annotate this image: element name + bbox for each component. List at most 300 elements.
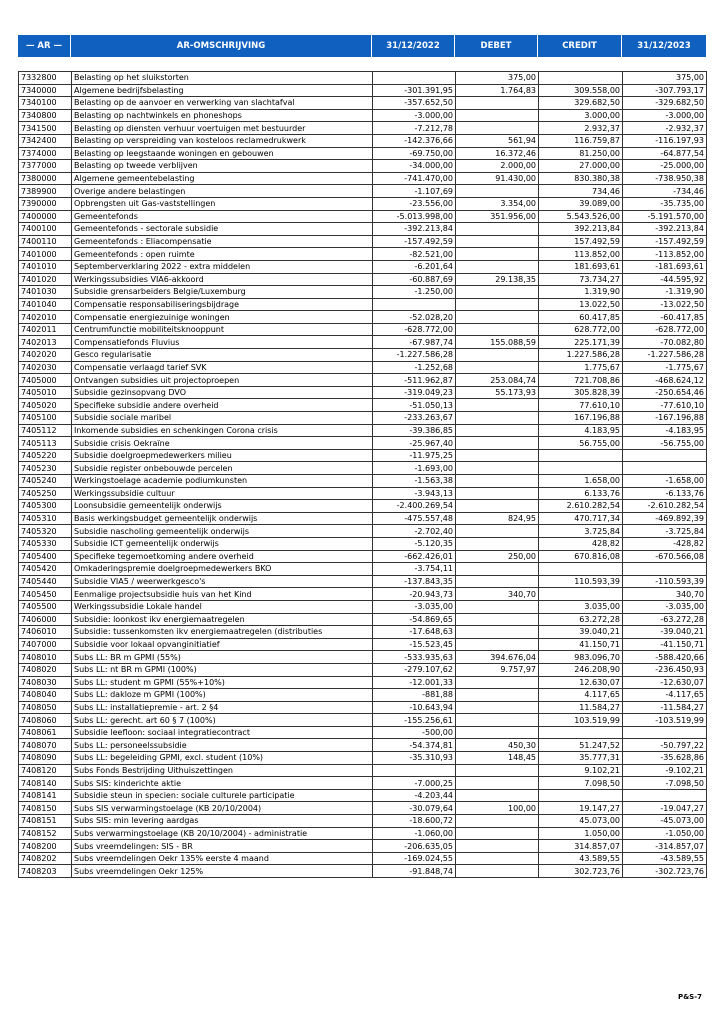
cell-debet: 340,70 xyxy=(456,588,539,601)
cell-balance-2023: -2.610.282,54 xyxy=(623,500,707,513)
table-row xyxy=(19,689,707,702)
cell-balance-2023: -103.519,99 xyxy=(623,714,707,727)
table-row xyxy=(19,512,707,525)
cell-balance-2022: -1.563,38 xyxy=(373,475,456,488)
cell-description: Subs LL: dakloze m GPMI (100%) xyxy=(72,689,373,702)
cell-credit xyxy=(539,563,623,576)
cell-ar-code: 7389900 xyxy=(19,185,72,198)
cell-credit xyxy=(539,726,623,739)
cell-credit: 27.000,00 xyxy=(539,160,623,173)
table-row xyxy=(19,802,707,815)
cell-description: Subs vreemdelingen Oekr 125% xyxy=(72,865,373,878)
cell-balance-2022: -60.887,69 xyxy=(373,273,456,286)
cell-balance-2023: -5.191.570,00 xyxy=(623,210,707,223)
cell-ar-code: 7405100 xyxy=(19,412,72,425)
cell-description: Subsidie nascholing gemeentelijk onderwijs xyxy=(72,525,373,538)
cell-balance-2023: -628.772,00 xyxy=(623,323,707,336)
table-row xyxy=(19,701,707,714)
cell-credit: 830.380,38 xyxy=(539,172,623,185)
cell-credit: 1.050,00 xyxy=(539,827,623,840)
cell-balance-2022: -301.391,95 xyxy=(373,84,456,97)
cell-credit: 63.272,28 xyxy=(539,613,623,626)
cell-ar-code: 7405230 xyxy=(19,462,72,475)
table-row xyxy=(19,185,707,198)
cell-debet xyxy=(456,575,539,588)
cell-ar-code: 7408061 xyxy=(19,726,72,739)
cell-ar-code: 7402011 xyxy=(19,323,72,336)
cell-credit: 392.213,84 xyxy=(539,223,623,236)
cell-description: Subs verwarmingstoelage (KB 20/10/2004) - administratie xyxy=(72,827,373,840)
table-row xyxy=(19,374,707,387)
cell-description: Subsidie VIA5 / weerwerkgesco's xyxy=(72,575,373,588)
cell-credit: 305.828,39 xyxy=(539,386,623,399)
cell-debet: 148,45 xyxy=(456,752,539,765)
cell-description: Compensatie responsabiliseringsbijdrage xyxy=(72,298,373,311)
table-row xyxy=(19,537,707,550)
cell-credit xyxy=(539,462,623,475)
cell-ar-code: 7401020 xyxy=(19,273,72,286)
cell-debet: 3.354,00 xyxy=(456,197,539,210)
table-row xyxy=(19,109,707,122)
cell-credit: 116.759,87 xyxy=(539,134,623,147)
cell-debet xyxy=(456,840,539,853)
cell-credit: 983.096,70 xyxy=(539,651,623,664)
cell-balance-2023: -70.082,80 xyxy=(623,336,707,349)
cell-debet xyxy=(456,437,539,450)
cell-description: Belasting op diensten verhuur voertuigen met bestuurder xyxy=(72,122,373,135)
cell-debet xyxy=(456,323,539,336)
table-row xyxy=(19,638,707,651)
cell-balance-2022 xyxy=(373,764,456,777)
cell-ar-code: 7408203 xyxy=(19,865,72,878)
cell-debet xyxy=(456,399,539,412)
cell-debet xyxy=(456,311,539,324)
cell-ar-code: 7405112 xyxy=(19,424,72,437)
cell-description: Gesco regularisatie xyxy=(72,349,373,362)
cell-balance-2022: -881,88 xyxy=(373,689,456,702)
table-row xyxy=(19,235,707,248)
cell-balance-2023: -9.102,21 xyxy=(623,764,707,777)
cell-credit: 721.708,86 xyxy=(539,374,623,387)
cell-debet xyxy=(456,487,539,500)
cell-credit: 246.208,90 xyxy=(539,663,623,676)
cell-balance-2022: -54.869,65 xyxy=(373,613,456,626)
table-row xyxy=(19,777,707,790)
cell-debet xyxy=(456,789,539,802)
cell-ar-code: 7408050 xyxy=(19,701,72,714)
cell-ar-code: 7340100 xyxy=(19,97,72,110)
cell-ar-code: 7408152 xyxy=(19,827,72,840)
cell-debet: 450,30 xyxy=(456,739,539,752)
cell-description: Werkingssubsidie cultuur xyxy=(72,487,373,500)
cell-ar-code: 7406000 xyxy=(19,613,72,626)
cell-debet: 29.138,35 xyxy=(456,273,539,286)
cell-balance-2023: -63.272,28 xyxy=(623,613,707,626)
cell-debet: 351.956,00 xyxy=(456,210,539,223)
table-row xyxy=(19,815,707,828)
cell-credit: 167.196,88 xyxy=(539,412,623,425)
cell-debet xyxy=(456,852,539,865)
cell-balance-2023: -6.133,76 xyxy=(623,487,707,500)
cell-debet: 394.676,04 xyxy=(456,651,539,664)
cell-debet: 2.000,00 xyxy=(456,160,539,173)
cell-balance-2022: -23.556,00 xyxy=(373,197,456,210)
cell-ar-code: 7400100 xyxy=(19,223,72,236)
cell-ar-code: 7405220 xyxy=(19,449,72,462)
cell-ar-code: 7405250 xyxy=(19,487,72,500)
cell-credit: 19.147,27 xyxy=(539,802,623,815)
cell-ar-code: 7407000 xyxy=(19,638,72,651)
cell-ar-code: 7408030 xyxy=(19,676,72,689)
table-row xyxy=(19,563,707,576)
cell-balance-2023: -468.624,12 xyxy=(623,374,707,387)
cell-balance-2022: -17.648,63 xyxy=(373,626,456,639)
cell-balance-2023: -588.420,66 xyxy=(623,651,707,664)
header-date-2023: 31/12/2023 xyxy=(622,35,706,57)
table-row xyxy=(19,286,707,299)
cell-debet: 91.430,00 xyxy=(456,172,539,185)
cell-balance-2023: -181.693,61 xyxy=(623,260,707,273)
cell-balance-2023: -35.735,00 xyxy=(623,197,707,210)
cell-balance-2022: -35.310,93 xyxy=(373,752,456,765)
table-row xyxy=(19,840,707,853)
header-date-2022: 31/12/2022 xyxy=(372,35,455,57)
cell-ar-code: 7401010 xyxy=(19,260,72,273)
table-row xyxy=(19,72,707,85)
cell-description: Eenmalige projectsubsidie huis van het Kind xyxy=(72,588,373,601)
cell-description: Specifieke tegemoetkoming andere overheid xyxy=(72,550,373,563)
cell-debet xyxy=(456,600,539,613)
accounts-table xyxy=(18,71,707,878)
cell-debet xyxy=(456,248,539,261)
cell-credit: 6.133,76 xyxy=(539,487,623,500)
cell-balance-2022: -18.600,72 xyxy=(373,815,456,828)
cell-balance-2023: -11.584,27 xyxy=(623,701,707,714)
cell-debet xyxy=(456,726,539,739)
cell-credit: 81.250,00 xyxy=(539,147,623,160)
cell-description: Belasting op nachtwinkels en phoneshops xyxy=(72,109,373,122)
cell-balance-2022: -5.013.998,00 xyxy=(373,210,456,223)
cell-debet xyxy=(456,223,539,236)
cell-balance-2023: -116.197,93 xyxy=(623,134,707,147)
cell-debet xyxy=(456,777,539,790)
cell-balance-2022: -628.772,00 xyxy=(373,323,456,336)
cell-debet: 16.372,46 xyxy=(456,147,539,160)
cell-balance-2023: -1.658,00 xyxy=(623,475,707,488)
cell-ar-code: 7408140 xyxy=(19,777,72,790)
cell-ar-code: 7405500 xyxy=(19,600,72,613)
cell-balance-2022: -741.470,00 xyxy=(373,172,456,185)
cell-balance-2023: -236.450,93 xyxy=(623,663,707,676)
cell-description: Gemeentefonds xyxy=(72,210,373,223)
cell-debet: 824,95 xyxy=(456,512,539,525)
cell-balance-2022: -52.028,20 xyxy=(373,311,456,324)
cell-balance-2023: -307.793,17 xyxy=(623,84,707,97)
table-row xyxy=(19,600,707,613)
cell-credit: 225.171,39 xyxy=(539,336,623,349)
cell-balance-2023 xyxy=(623,449,707,462)
cell-credit: 734,46 xyxy=(539,185,623,198)
cell-ar-code: 7405420 xyxy=(19,563,72,576)
table-row xyxy=(19,663,707,676)
cell-balance-2023: -1.775,67 xyxy=(623,361,707,374)
cell-credit: 110.593,39 xyxy=(539,575,623,588)
cell-balance-2022: -1.250,00 xyxy=(373,286,456,299)
cell-ar-code: 7408010 xyxy=(19,651,72,664)
cell-description: Algemene bedrijfsbelasting xyxy=(72,84,373,97)
cell-credit: 51.247,52 xyxy=(539,739,623,752)
cell-description: Subsidie register onbebouwde percelen xyxy=(72,462,373,475)
cell-debet xyxy=(456,109,539,122)
cell-debet xyxy=(456,689,539,702)
cell-credit: 1.319,90 xyxy=(539,286,623,299)
cell-balance-2022: -662.426,01 xyxy=(373,550,456,563)
cell-description: Werkingstoelage academie podiumkunsten xyxy=(72,475,373,488)
cell-debet xyxy=(456,827,539,840)
table-row xyxy=(19,714,707,727)
cell-debet xyxy=(456,764,539,777)
cell-debet xyxy=(456,563,539,576)
cell-credit: 4.183,95 xyxy=(539,424,623,437)
cell-credit: 4.117,65 xyxy=(539,689,623,702)
table-row xyxy=(19,424,707,437)
cell-ar-code: 7400000 xyxy=(19,210,72,223)
cell-balance-2023: -12.630,07 xyxy=(623,676,707,689)
cell-balance-2023: -7.098,50 xyxy=(623,777,707,790)
cell-balance-2023: -45.073,00 xyxy=(623,815,707,828)
cell-balance-2022: -137.843,35 xyxy=(373,575,456,588)
cell-balance-2023: -3.000,00 xyxy=(623,109,707,122)
cell-credit: 329.682,50 xyxy=(539,97,623,110)
table-row xyxy=(19,323,707,336)
cell-balance-2022: -7.000,25 xyxy=(373,777,456,790)
table-row xyxy=(19,852,707,865)
table-row xyxy=(19,197,707,210)
cell-balance-2022: -3.754,11 xyxy=(373,563,456,576)
cell-credit: 103.519,99 xyxy=(539,714,623,727)
cell-credit: 3.000,00 xyxy=(539,109,623,122)
cell-description: Subs LL: personeelssubsidie xyxy=(72,739,373,752)
cell-credit: 3.035,00 xyxy=(539,600,623,613)
cell-debet xyxy=(456,122,539,135)
cell-ar-code: 7341500 xyxy=(19,122,72,135)
cell-balance-2023: -2.932,37 xyxy=(623,122,707,135)
cell-balance-2023: -64.877,54 xyxy=(623,147,707,160)
cell-balance-2023: -670.566,08 xyxy=(623,550,707,563)
cell-description: Gemeentefonds : Eliacompensatie xyxy=(72,235,373,248)
cell-credit xyxy=(539,789,623,802)
cell-balance-2022: -233.263,67 xyxy=(373,412,456,425)
cell-balance-2023: -428,82 xyxy=(623,537,707,550)
cell-balance-2023: -43.589,55 xyxy=(623,852,707,865)
cell-credit: 39.089,00 xyxy=(539,197,623,210)
table-row xyxy=(19,349,707,362)
cell-description: Subs SIS: kinderichte aktie xyxy=(72,777,373,790)
cell-balance-2022: -39.386,85 xyxy=(373,424,456,437)
cell-debet xyxy=(456,626,539,639)
table-row xyxy=(19,764,707,777)
cell-description: Gemeentefonds - sectorale subsidie xyxy=(72,223,373,236)
cell-debet xyxy=(456,676,539,689)
cell-balance-2022: -51.050,13 xyxy=(373,399,456,412)
table-row xyxy=(19,827,707,840)
cell-balance-2022: -155.256,61 xyxy=(373,714,456,727)
cell-description: Subsidie ICT gemeentelijk onderwijs xyxy=(72,537,373,550)
cell-description: Belasting op tweede verblijven xyxy=(72,160,373,173)
cell-balance-2023: -113.852,00 xyxy=(623,248,707,261)
cell-description: Subs LL: nt BR m GPMI (100%) xyxy=(72,663,373,676)
cell-ar-code: 7405450 xyxy=(19,588,72,601)
cell-balance-2023 xyxy=(623,726,707,739)
header-ar: — AR — xyxy=(18,35,71,57)
cell-description: Subs SIS: min levering aardgas xyxy=(72,815,373,828)
cell-balance-2022: -1.060,00 xyxy=(373,827,456,840)
cell-credit: 39.040,21 xyxy=(539,626,623,639)
cell-balance-2022: -3.035,00 xyxy=(373,600,456,613)
cell-credit: 1.658,00 xyxy=(539,475,623,488)
cell-ar-code: 7406010 xyxy=(19,626,72,639)
cell-balance-2023: -3.725,84 xyxy=(623,525,707,538)
cell-balance-2022: -1.107,69 xyxy=(373,185,456,198)
table-row xyxy=(19,134,707,147)
cell-balance-2023: -469.892,39 xyxy=(623,512,707,525)
cell-ar-code: 7405440 xyxy=(19,575,72,588)
cell-ar-code: 7402013 xyxy=(19,336,72,349)
cell-description: Opbrengsten uit Gas-vaststellingen xyxy=(72,197,373,210)
cell-credit: 2.932,37 xyxy=(539,122,623,135)
cell-ar-code: 7405020 xyxy=(19,399,72,412)
cell-description: Subs LL: BR m GPMI (55%) xyxy=(72,651,373,664)
cell-balance-2022: -20.943,73 xyxy=(373,588,456,601)
table-row xyxy=(19,336,707,349)
cell-balance-2023: -734,46 xyxy=(623,185,707,198)
cell-balance-2022: -25.967,40 xyxy=(373,437,456,450)
cell-description: Werkingssubsidie Lokale handel xyxy=(72,600,373,613)
cell-balance-2022: -500,00 xyxy=(373,726,456,739)
cell-balance-2023 xyxy=(623,462,707,475)
cell-debet xyxy=(456,865,539,878)
table-row xyxy=(19,399,707,412)
cell-debet xyxy=(456,537,539,550)
cell-description: Subs LL: student m GPMI (55%+10%) xyxy=(72,676,373,689)
cell-description: Inkomende subsidies en schenkingen Corona crisis xyxy=(72,424,373,437)
cell-balance-2022: -1.252,68 xyxy=(373,361,456,374)
table-row xyxy=(19,437,707,450)
cell-description: Subsidie voor lokaal opvanginitiatief xyxy=(72,638,373,651)
cell-balance-2023: -19.047,27 xyxy=(623,802,707,815)
cell-debet xyxy=(456,701,539,714)
cell-credit: 1.775,67 xyxy=(539,361,623,374)
cell-debet: 100,00 xyxy=(456,802,539,815)
cell-debet xyxy=(456,613,539,626)
cell-balance-2023: -56.755,00 xyxy=(623,437,707,450)
cell-credit: 2.610.282,54 xyxy=(539,500,623,513)
cell-ar-code: 7340000 xyxy=(19,84,72,97)
cell-credit xyxy=(539,72,623,85)
table-row xyxy=(19,475,707,488)
cell-ar-code: 7405310 xyxy=(19,512,72,525)
cell-credit: 13.022,50 xyxy=(539,298,623,311)
cell-balance-2023: -39.040,21 xyxy=(623,626,707,639)
cell-debet xyxy=(456,298,539,311)
cell-balance-2022: -34.000,00 xyxy=(373,160,456,173)
cell-balance-2023: -35.628,86 xyxy=(623,752,707,765)
cell-description: Subs Fonds Bestrijding Uithuiszettingen xyxy=(72,764,373,777)
cell-description: Subsidie: tussenkomsten ikv energiemaatregelen (distributies xyxy=(72,626,373,639)
cell-description: Subsidie doelgroepmedewerkers milieu xyxy=(72,449,373,462)
cell-ar-code: 7408141 xyxy=(19,789,72,802)
cell-ar-code: 7332800 xyxy=(19,72,72,85)
cell-credit: 12.630,07 xyxy=(539,676,623,689)
cell-balance-2022: -2.400.269,54 xyxy=(373,500,456,513)
cell-debet xyxy=(456,462,539,475)
cell-ar-code: 7342400 xyxy=(19,134,72,147)
cell-balance-2022: -3.943,13 xyxy=(373,487,456,500)
cell-description: Algemene gemeentebelasting xyxy=(72,172,373,185)
cell-debet: 55.173,93 xyxy=(456,386,539,399)
table-row xyxy=(19,147,707,160)
header-credit: CREDIT xyxy=(538,35,622,57)
cell-ar-code: 7408120 xyxy=(19,764,72,777)
cell-ar-code: 7402030 xyxy=(19,361,72,374)
cell-ar-code: 7405330 xyxy=(19,537,72,550)
cell-balance-2023: -25.000,00 xyxy=(623,160,707,173)
cell-ar-code: 7408150 xyxy=(19,802,72,815)
cell-credit: 41.150,71 xyxy=(539,638,623,651)
cell-debet: 253.084,74 xyxy=(456,374,539,387)
table-row xyxy=(19,84,707,97)
cell-debet xyxy=(456,235,539,248)
cell-description: Subsidie gezinsopvang DVO xyxy=(72,386,373,399)
cell-balance-2022: -392.213,84 xyxy=(373,223,456,236)
cell-description: Belasting op leegstaande woningen en gebouwen xyxy=(72,147,373,160)
table-row xyxy=(19,172,707,185)
table-row xyxy=(19,487,707,500)
cell-balance-2023: -302.723,76 xyxy=(623,865,707,878)
cell-credit: 7.098,50 xyxy=(539,777,623,790)
cell-debet: 9.757,97 xyxy=(456,663,539,676)
cell-ar-code: 7408060 xyxy=(19,714,72,727)
cell-ar-code: 7401000 xyxy=(19,248,72,261)
table-row xyxy=(19,613,707,626)
table-row xyxy=(19,462,707,475)
table-row xyxy=(19,449,707,462)
cell-debet xyxy=(456,475,539,488)
table-row xyxy=(19,412,707,425)
cell-debet xyxy=(456,449,539,462)
cell-debet xyxy=(456,361,539,374)
table-row xyxy=(19,298,707,311)
cell-balance-2022: -4.203,44 xyxy=(373,789,456,802)
table-row xyxy=(19,575,707,588)
cell-credit: 428,82 xyxy=(539,537,623,550)
table-row xyxy=(19,726,707,739)
header-debet: DEBET xyxy=(455,35,538,57)
cell-ar-code: 7401030 xyxy=(19,286,72,299)
cell-description: Subs LL: gerecht. art 60 § 7 (100%) xyxy=(72,714,373,727)
cell-balance-2022: -11.975,25 xyxy=(373,449,456,462)
cell-debet xyxy=(456,424,539,437)
cell-balance-2023: -50.797,22 xyxy=(623,739,707,752)
cell-balance-2022: -1.693,00 xyxy=(373,462,456,475)
table-row xyxy=(19,361,707,374)
cell-debet xyxy=(456,525,539,538)
cell-ar-code: 7408200 xyxy=(19,840,72,853)
table-row xyxy=(19,97,707,110)
cell-balance-2023: -738.950,38 xyxy=(623,172,707,185)
cell-balance-2022: -82.521,00 xyxy=(373,248,456,261)
cell-description: Compensatiefonds Fluvius xyxy=(72,336,373,349)
